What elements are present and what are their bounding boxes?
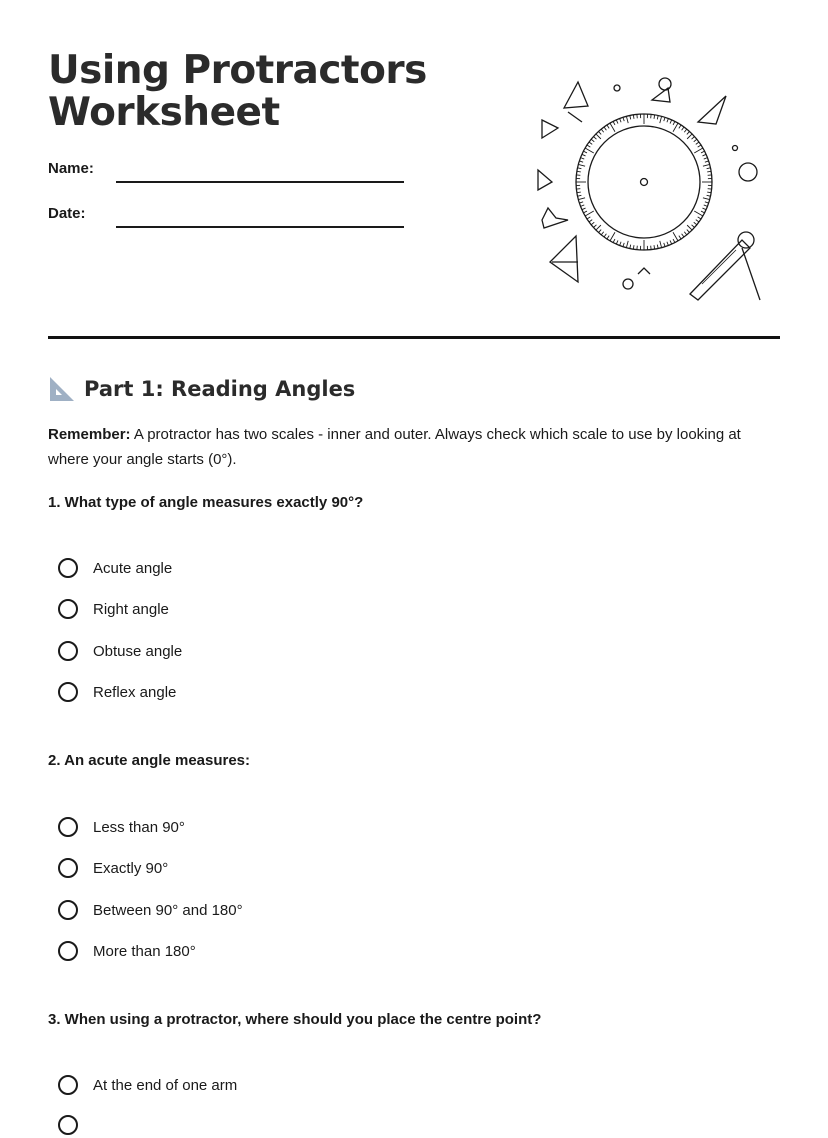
protractor-tick [684, 232, 687, 235]
radio-button[interactable] [58, 682, 78, 702]
radio-button[interactable] [58, 941, 78, 961]
protractor-tick [687, 225, 692, 230]
header-divider [48, 336, 780, 339]
protractor-tick [591, 139, 594, 142]
protractor-tick [596, 134, 601, 139]
protractor-tick [589, 220, 592, 222]
option-label: Between 90° and 180° [93, 902, 243, 919]
page-title [48, 50, 468, 134]
protractor-tick [696, 220, 699, 222]
protractor-tick [660, 241, 662, 248]
protractor-tick [589, 142, 592, 144]
protractor-tick [694, 139, 697, 142]
option-label: More than 180° [93, 943, 196, 960]
protractor-tick [673, 121, 675, 125]
protractor-tick [630, 115, 631, 119]
worksheet-page [48, 0, 780, 340]
option-label: Obtuse angle [93, 643, 182, 660]
radio-button[interactable] [58, 1115, 78, 1135]
protractor-tick [616, 240, 618, 244]
name-label: Name: [48, 160, 94, 177]
protractor-tick [707, 195, 711, 196]
protractor-tick [607, 125, 609, 128]
protractor-tick [682, 127, 684, 130]
protractor-tick [664, 243, 665, 247]
protractor-tick [633, 245, 634, 249]
protractor-tick [593, 225, 596, 228]
protractor-tick [577, 195, 581, 196]
protractor-tick [705, 161, 709, 162]
protractor-tick [657, 115, 658, 119]
remember-note [48, 422, 768, 472]
protractor-tick [660, 116, 662, 123]
protractor-tick [705, 202, 709, 203]
section-title: Part 1: Reading Angles [84, 377, 355, 401]
name-write-line[interactable] [116, 181, 404, 183]
title-line-1: Using Protractors [48, 48, 427, 93]
protractor-tick [582, 154, 586, 156]
title-line-2: Worksheet [48, 90, 280, 135]
protractor-tick [664, 117, 665, 121]
protractor-tick [702, 154, 706, 156]
protractor-tick [703, 198, 710, 200]
protractor-tick [702, 208, 706, 210]
date-write-line[interactable] [116, 226, 404, 228]
protractor-tick [682, 234, 684, 237]
protractor-tick [620, 119, 621, 123]
protractor-tick [591, 222, 594, 225]
protractor-tick [587, 145, 590, 147]
option-q3-a[interactable] [58, 1072, 237, 1098]
radio-button[interactable] [58, 900, 78, 920]
protractor-tick [654, 245, 655, 249]
protractor-tick [657, 245, 658, 249]
protractor-tick [679, 125, 681, 128]
protractor-tick [701, 211, 705, 213]
protractor-tick [670, 240, 672, 244]
protractor-tick [703, 164, 710, 166]
protractor-tick [692, 225, 695, 228]
protractor-tick [687, 134, 692, 139]
option-q1-b[interactable] [58, 596, 169, 622]
option-q1-a[interactable] [58, 555, 172, 581]
option-label: Right angle [93, 601, 169, 618]
protractor-tick [581, 158, 585, 159]
protractor-tick [583, 211, 587, 213]
question-3: 3. When using a protractor, where should you place the centre point? [48, 1011, 541, 1028]
protractor-illustration [530, 70, 770, 310]
question-2: 2. An acute angle measures: [48, 752, 250, 769]
option-label: Less than 90° [93, 819, 185, 836]
protractor-tick [707, 192, 711, 193]
protractor-tick [579, 161, 583, 162]
protractor-tick [654, 115, 655, 119]
option-label: Exactly 90° [93, 860, 168, 877]
radio-button[interactable] [58, 641, 78, 661]
protractor-tick [707, 168, 711, 169]
protractor-tick [698, 145, 701, 147]
protractor-tick [581, 205, 585, 206]
protractor-tick [578, 164, 585, 166]
radio-button[interactable] [58, 599, 78, 619]
section-heading [48, 373, 355, 405]
option-label: Reflex angle [93, 684, 176, 701]
protractor-tick [604, 127, 606, 130]
protractor-tick [579, 202, 583, 203]
protractor-tick [587, 217, 590, 219]
protractor-tick [604, 234, 606, 237]
protractor-tick [599, 230, 602, 233]
protractor-tick [667, 119, 668, 123]
protractor-tick [704, 205, 708, 206]
option-q2-d[interactable] [58, 938, 196, 964]
protractor-tick [687, 131, 690, 134]
protractor-tick [630, 245, 631, 249]
protractor-tick [596, 225, 601, 230]
protractor-tick [583, 151, 587, 153]
protractor-tick [626, 116, 628, 123]
protractor-tick [616, 120, 618, 124]
option-q2-c[interactable] [58, 897, 243, 923]
protractor-tick [696, 142, 699, 144]
radio-button[interactable] [58, 858, 78, 878]
protractor-tick [694, 222, 697, 225]
protractor-tick [698, 217, 701, 219]
protractor-tick [684, 129, 687, 132]
protractor-tick [701, 151, 705, 153]
protractor-tick [667, 242, 668, 246]
option-q2-b[interactable] [58, 855, 168, 881]
protractor-tick [613, 121, 615, 125]
worksheet-header [48, 0, 780, 340]
protractor-tick [577, 171, 581, 172]
protractor-tick [613, 239, 615, 243]
date-label: Date: [48, 205, 86, 222]
question-1: 1. What type of angle measures exactly 90°? [48, 494, 363, 511]
protractor-tick [620, 242, 621, 246]
protractor-tick [633, 115, 634, 119]
protractor-tick [673, 239, 675, 243]
protractor-tick [577, 192, 581, 193]
protractor-tick [599, 131, 602, 134]
option-q3-b[interactable] [58, 1112, 93, 1138]
remember-label: Remember: [48, 426, 131, 443]
protractor-tick [577, 168, 581, 169]
protractor-tick [679, 236, 681, 239]
protractor-tick [582, 208, 586, 210]
protractor-tick [704, 158, 708, 159]
option-q1-d[interactable] [58, 679, 176, 705]
protractor-tick [626, 241, 628, 248]
protractor-tick [623, 117, 624, 121]
triangle-ruler-icon [48, 375, 76, 403]
protractor-tick [601, 129, 604, 132]
radio-button[interactable] [58, 1075, 78, 1095]
option-label: At the end of one arm [93, 1077, 237, 1094]
protractor-tick [578, 198, 585, 200]
option-q2-a[interactable] [58, 814, 185, 840]
protractor-tick [601, 232, 604, 235]
protractor-tick [687, 230, 690, 233]
protractor-tick [692, 137, 695, 140]
option-label: Acute angle [93, 560, 172, 577]
protractor-tick [607, 236, 609, 239]
protractor-tick [593, 137, 596, 140]
radio-button[interactable] [58, 817, 78, 837]
radio-button[interactable] [58, 558, 78, 578]
protractor-tick [670, 120, 672, 124]
protractor-tick [623, 243, 624, 247]
protractor-tick [707, 171, 711, 172]
option-q1-c[interactable] [58, 638, 182, 664]
remember-text: A protractor has two scales - inner and outer. Always check which scale to use by looking at where your angle starts (0°). [48, 426, 741, 468]
